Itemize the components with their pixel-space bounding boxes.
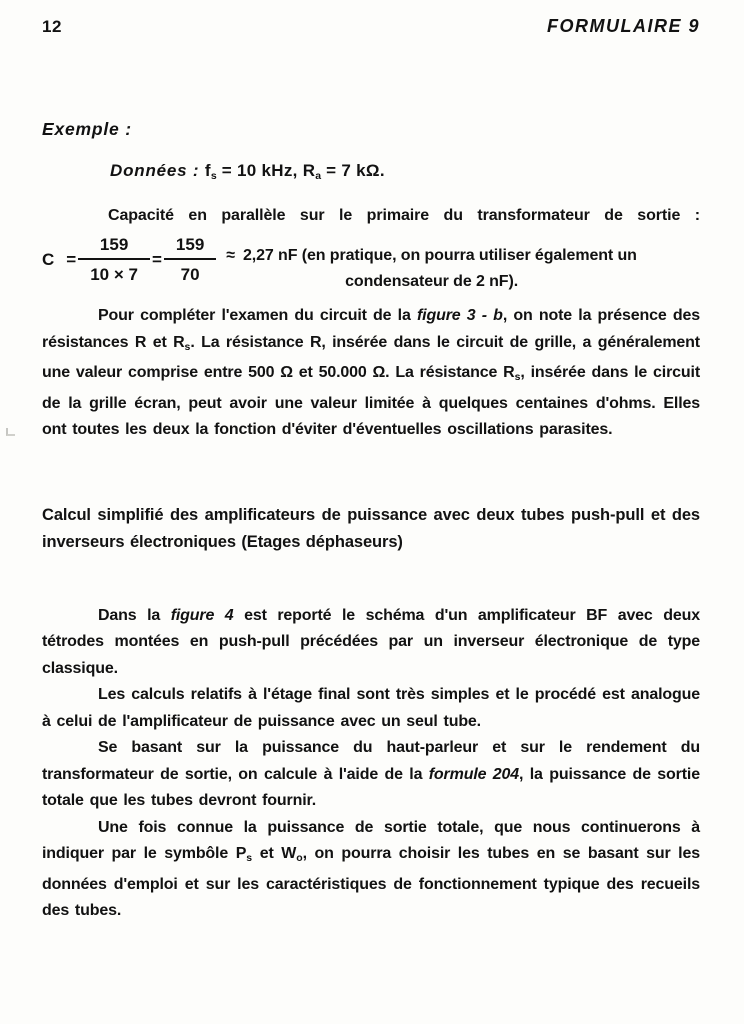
text-segment: Pour compléter l'examen du circuit de la — [98, 307, 417, 324]
fraction-1-denominator: 10 × 7 — [78, 258, 150, 288]
italic-text: figure 4 — [170, 606, 234, 624]
text-segment: est reporté le schéma d'un amplificateur BF avec deux tétrodes montées en push-pull précédées par un inverseur électronique de type classique. — [42, 606, 700, 677]
paragraph-calculs — [42, 682, 700, 735]
example-heading: Exemple : — [42, 119, 132, 139]
formula-lhs: C — [42, 249, 55, 269]
paragraph-puissance — [42, 735, 700, 815]
text-segment: = 10 kHz, R — [216, 161, 316, 180]
page-header — [42, 16, 700, 37]
fraction-2 — [164, 232, 216, 287]
paragraph-resistances — [42, 303, 700, 444]
italic-text: Données : — [110, 161, 205, 180]
page-number: 12 — [42, 17, 62, 36]
capacitance-intro-line: Capacité en parallèle sur le primaire du transformateur de sortie : — [108, 207, 700, 224]
subscript-text: s — [514, 371, 521, 383]
text-segment: Dans la — [98, 606, 171, 624]
formula-result-line1 — [226, 243, 637, 269]
fraction-1-numerator: 159 — [99, 235, 129, 254]
text-segment: Se basant sur la puissance du haut-parleur et sur le rendement du transformateur de sortie, on calcule à l'aide de la — [42, 739, 700, 783]
fraction-2-numerator: 159 — [175, 235, 205, 254]
text-segment: Une fois connue la puissance de sortie totale, que nous continuerons à indiquer par le symbôle P — [42, 818, 700, 862]
fraction-2-denominator: 70 — [164, 258, 216, 288]
subscript-text: o — [296, 852, 303, 864]
paragraph-symboles — [42, 815, 700, 925]
text-segment: = 7 kΩ. — [321, 161, 385, 180]
italic-text: formule 204 — [428, 765, 520, 783]
text-segment: f — [204, 161, 211, 180]
journal-title: FORMULAIRE 9 — [547, 16, 700, 36]
equals-sign: = — [151, 249, 162, 269]
formula-result — [226, 243, 637, 295]
subscript-text: a — [315, 170, 322, 182]
paragraph-figure4 — [42, 603, 700, 683]
data-line — [42, 161, 700, 182]
fraction-1 — [78, 232, 150, 287]
text-segment: , la puissance de sortie totale que les tubes devront fournir. — [42, 765, 700, 809]
subscript-text: s — [184, 340, 191, 353]
subscript-text: s — [210, 170, 217, 182]
text-segment: . La résistance R, insérée dans le circuit de grille, a généralement une valeur comprise entre 500 Ω et 50.000 Ω. La résistance R — [42, 333, 700, 381]
approx-sign: ≈ — [226, 246, 235, 264]
italic-text: figure 3 - b — [416, 307, 503, 324]
text-segment: , on note la présence des résistances R et R — [42, 307, 700, 351]
section-heading: Calcul simplifié des amplificateurs de puissance avec deux tubes push-pull et des inverseurs électroniques (Etages déphaseurs) — [42, 505, 700, 551]
scan-artifact — [6, 428, 15, 436]
formula-result-line2: condensateur de 2 nF). — [345, 272, 519, 290]
text-segment: Les calculs relatifs à l'étage final sont très simples et le procédé est analogue à celui de l'amplificateur de puissance avec un seul tube. — [42, 686, 700, 730]
text-segment: et W — [252, 845, 297, 862]
equals-sign: = — [66, 249, 77, 269]
text-segment: , insérée dans le circuit de la grille écran, peut avoir une valeur limitée à quelques centaines d'ohms. Elles ont toutes les deux la fonction d'éviter d'éventuelles oscillations parasites. — [42, 364, 700, 438]
subscript-text: s — [246, 852, 253, 864]
capacitance-formula — [42, 232, 700, 290]
result-text: 2,27 nF (en pratique, on pourra utiliser également un — [242, 246, 637, 264]
text-segment: , on pourra choisir les tubes en se basant sur les données d'emploi et sur les caractéristiques de fonctionnement typique des recueils des tubes. — [42, 845, 700, 919]
